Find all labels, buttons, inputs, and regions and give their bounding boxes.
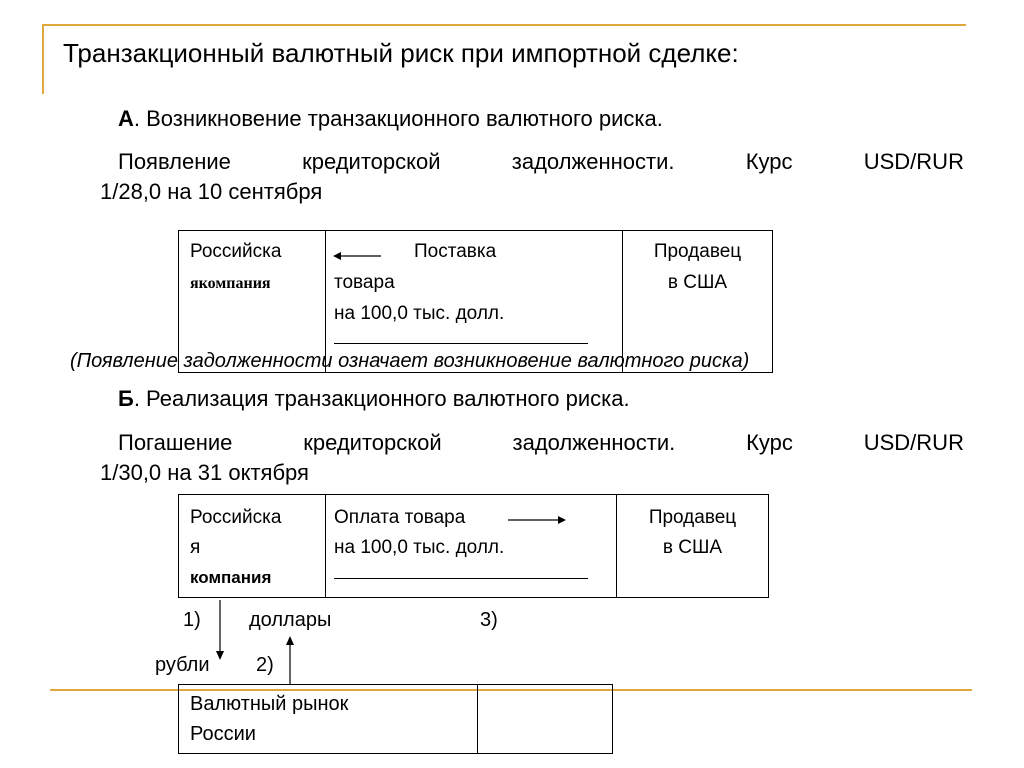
word: Курс bbox=[745, 149, 793, 174]
table-b-mid-line2: на 100,0 тыс. долл. bbox=[334, 537, 505, 558]
dollars-label: доллары bbox=[249, 609, 332, 631]
section-b-label: Б bbox=[118, 386, 134, 411]
table-a-right-line1: Продавец bbox=[653, 241, 742, 262]
word: Погашение bbox=[118, 430, 233, 455]
page-title: Транзакционный валютный риск при импортной сделке: bbox=[63, 38, 739, 68]
section-a-line2: 1/28,0 на 10 сентября bbox=[100, 179, 323, 204]
arrow-left-icon bbox=[333, 250, 383, 262]
rubles-label: рубли bbox=[155, 654, 210, 676]
section-a-caption: (Появление задолженности означает возникновение валютного риска) bbox=[70, 350, 750, 372]
arrow-right-icon bbox=[508, 514, 566, 526]
section-b-heading bbox=[118, 384, 630, 414]
top-accent-rule bbox=[42, 24, 966, 26]
left-accent-rule bbox=[42, 24, 44, 94]
step2-label: 2) bbox=[256, 654, 274, 676]
arrow-down-icon bbox=[214, 600, 226, 660]
word: кредиторской bbox=[302, 149, 441, 174]
table-a-left-line2 bbox=[190, 270, 271, 296]
market-line2: России bbox=[190, 723, 256, 745]
table-b-mid-rule bbox=[334, 578, 588, 579]
table-a-right-line2: в США bbox=[667, 272, 728, 293]
section-b-heading-text: . Реализация транзакционного валютного риска. bbox=[133, 386, 630, 411]
word: Появление bbox=[118, 149, 231, 174]
table-a-left-bold: компания bbox=[198, 275, 271, 292]
table-b-left-line3: компания bbox=[190, 568, 272, 587]
table-a-mid-line1: Поставка bbox=[414, 241, 497, 262]
table-a-mid-line3: на 100,0 тыс. долл. bbox=[334, 303, 505, 324]
word: Курс bbox=[746, 430, 793, 455]
market-table-divider bbox=[477, 684, 478, 754]
table-b-left-line1: Российска bbox=[190, 507, 282, 528]
table-a-mid-line2: товара bbox=[334, 272, 395, 293]
section-a-heading bbox=[118, 104, 663, 134]
table-b-mid-line1: Оплата товара bbox=[334, 507, 466, 528]
arrow-up-icon bbox=[284, 636, 296, 684]
word: кредиторской bbox=[303, 430, 442, 455]
table-b-right-line2: в США bbox=[662, 537, 723, 558]
table-b-left-line2: я bbox=[190, 537, 201, 558]
table-a-mid-rule bbox=[334, 343, 588, 344]
table-a-left-prefix: я bbox=[190, 275, 199, 292]
section-a-label: А bbox=[118, 106, 134, 131]
table-b-divider-1 bbox=[325, 494, 326, 598]
section-a-heading-text: . Возникновение транзакционного валютного риска. bbox=[133, 106, 663, 131]
step3-label: 3) bbox=[480, 609, 498, 631]
word: USD/RUR bbox=[863, 149, 964, 174]
step1-label: 1) bbox=[183, 609, 201, 631]
section-a-line1 bbox=[118, 147, 964, 177]
section-b-line1 bbox=[118, 428, 964, 458]
section-b-line2: 1/30,0 на 31 октября bbox=[100, 460, 309, 485]
word: задолженности. bbox=[512, 430, 676, 455]
word: USD/RUR bbox=[863, 430, 964, 455]
table-a-left-line1: Российска bbox=[190, 241, 282, 262]
table-b-right-line1: Продавец bbox=[648, 507, 737, 528]
market-line1: Валютный рынок bbox=[190, 693, 349, 715]
word: задолженности. bbox=[511, 149, 675, 174]
